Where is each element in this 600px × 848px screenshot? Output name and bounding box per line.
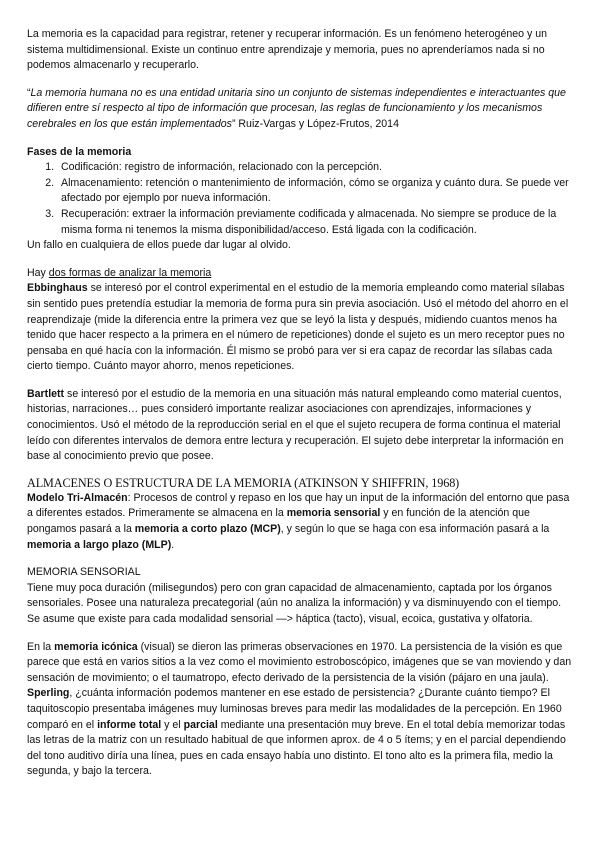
phase-item: 2. Almacenamiento: retención o mantenimiento de información, cómo se organiza y cuánto dura. Se puede ver afectado por ejemplo por nueva información. (57, 176, 577, 207)
analysis-lead-text: Hay (27, 266, 49, 279)
model-term: memoria a largo plazo (MLP) (27, 538, 172, 551)
ebbinghaus-text: se interesó por el control experimental en el estudio de la memoria empleando como material sílabas sin sentido pues pretendía estudiar la memoria de forma pura sin previa asociación. Usó el método del ahorro en el reaprendizaje (mide la diferencia entre la primera vez que se leyó la lista y después, midiendo cuantos menos ha tenido que hacer respecto a la primera en el número de repeticiones) donde el sujeto es un mero receptor pues no pensaba en qué hacía con la información. Él mismo se probó para ver si era capaz de recordar las sílabas cada cierto tiempo. Cuánto mayor ahorro, menos repeticiones. (27, 282, 569, 373)
intro-paragraph: La memoria es la capacidad para registrar, retener y recuperar información. Es un fenómeno heterogéneo y un sistema multidimensional. Existe un continuo entre aprendizaje y memoria, pues no aprenderíamos nada si no podemos almacenarlo y recuperarlo. (27, 28, 547, 72)
quote-open: “ (27, 86, 31, 99)
sperling-term: informe total (97, 718, 162, 731)
section-heading-almacenes: ALMACENES O ESTRUCTURA DE LA MEMORIA (ATKINSON Y SHIFFRIN, 1968) (27, 475, 460, 490)
sperling-text: , ¿cuánta información podemos mantener en ese estado de persistencia? ¿Durante cuánto tiempo? El taquitoscopio presentaba imágenes muy luminosas breves para medir las modalidades de la percepción. En 1960 comparó en el (27, 687, 562, 731)
ebbinghaus-paragraph (27, 281, 577, 375)
model-text: . (171, 538, 175, 551)
sperling-text: y el (161, 718, 184, 731)
model-text: y en función de la atención que pongamos pasará a la (27, 507, 530, 536)
model-text: , y según lo que se haga con esa información pasará a la (280, 523, 550, 536)
sensorial-heading: MEMORIA SENSORIAL (27, 566, 141, 579)
phase-item: 1. Codificación: registro de información, relacionado con la percepción. (57, 160, 577, 176)
iconica-text: (visual) se dieron las primeras observaciones en 1970. La persistencia de la visión es que parece que está en varios sitios a la vez como el movimiento estroboscópico, imágenes que se van moviendo y dan sensación de movimiento; o el taumatropo, efecto derivado de la persistencia de la visión (pájaro en una jaula). (27, 640, 572, 684)
phase-item: 3. Recuperación: extraer la información previamente codificada y almacenada. No siempre se produce de la misma forma ni tenemos la misma disponibilidad/acceso. Está ligada con la codificación. (57, 207, 577, 238)
phases-list (27, 160, 577, 238)
analysis-lead (27, 266, 577, 282)
model-paragraph (27, 491, 577, 553)
quote-paragraph (27, 86, 577, 133)
quote-text: La memoria humana no es una entidad unitaria sino un conjunto de sistemas independientes e interactuantes que difieren entre sí respecto al tipo de información que procesan, las reglas de funcionamiento y los mecanismos cerebrales en los que están implementados (27, 86, 566, 130)
ebbinghaus-name: Ebbinghaus (27, 282, 88, 295)
sensorial-paragraph: Tiene muy poca duración (milisegundos) pero con gran capacidad de almacenamiento, captada por los órganos sensoriales. Posee una naturaleza precategorial (aún no analiza la información) y va disminuyendo con el tiempo. Se asume que existe para cada modalidad sensorial —> háptica (tacto), visual, ecoica, gustativa y olfatoria. (27, 581, 562, 625)
model-label: Modelo Tri-Almacén (27, 491, 128, 504)
analysis-lead-underlined: dos formas de analizar la memoria (48, 266, 212, 279)
model-text: : Procesos de control y repaso en los que hay un input de la información del entorno que pasa a diferentes estados. Primeramente se almacena en la (27, 491, 570, 520)
sperling-paragraph (27, 686, 577, 780)
sperling-text: mediante una presentación muy breve. En el total debía memorizar todas las letras de la matriz con un resultado habitual de que informen aprox. de 4 o 5 ítems; y en el parcial dependiendo del tono auditivo diría una línea, pues en cada ensayo había uno distinto. El tono alto es la primera fila, medio la segunda, y bajo la tercera. (27, 718, 566, 778)
phases-title: Fases de la memoria (27, 145, 132, 158)
document-page (27, 27, 577, 780)
model-term: memoria a corto plazo (MCP) (134, 523, 281, 536)
bartlett-name: Bartlett (27, 387, 65, 400)
iconica-paragraph (27, 640, 577, 687)
quote-citation: ” Ruiz-Vargas y López-Frutos, 2014 (231, 117, 399, 130)
iconica-term: memoria icónica (54, 640, 138, 653)
model-term: memoria sensorial (286, 507, 381, 520)
iconica-text: En la (27, 640, 55, 653)
sperling-name: Sperling (27, 687, 70, 700)
bartlett-text: se interesó por el estudio de la memoria en una situación más natural empleando como material cuentos, historias, narraciones… pues consideró importante realizar asociaciones con aprendizajes, informaciones y conocimientos. Usó el método de la reproducción serial en el que el sujeto recupera de forma continua el material leído con diferentes intervalos de demora entre lectura y recuperación. El sujeto debe interpretar la información en base al conocimiento previo que posee. (27, 387, 564, 463)
bartlett-paragraph (27, 387, 577, 465)
sperling-term: parcial (183, 718, 218, 731)
phases-footer: Un fallo en cualquiera de ellos puede dar lugar al olvido. (27, 239, 291, 252)
